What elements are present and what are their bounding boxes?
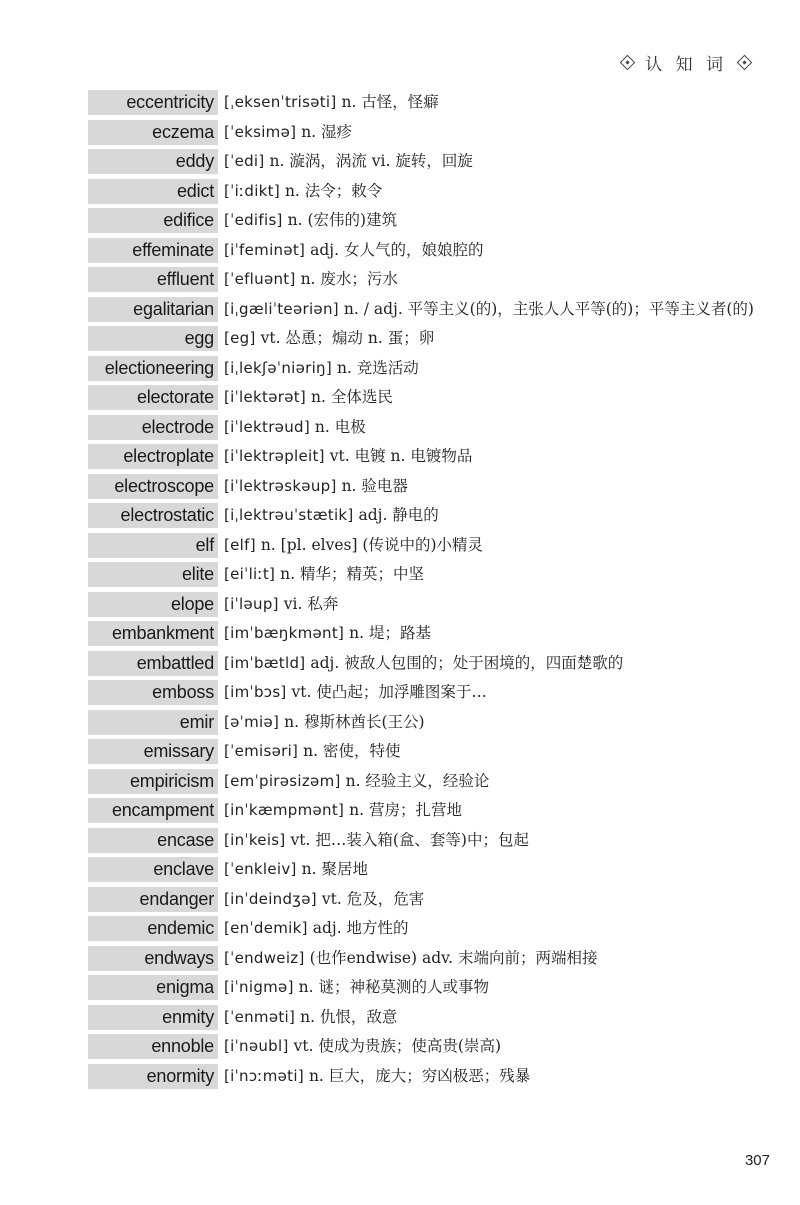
pronunciation: [elf] (224, 535, 256, 554)
headword: emissary (88, 739, 218, 764)
vocab-entry (88, 267, 758, 292)
meaning: n. 营房；扎营地 (349, 801, 462, 819)
meaning: n. 堤；路基 (349, 624, 431, 642)
headword: enmity (88, 1005, 218, 1030)
headword: endways (88, 946, 218, 971)
meaning: n. (宏伟的)建筑 (287, 211, 398, 229)
headword: ennoble (88, 1034, 218, 1059)
pronunciation: [iˈlektrəud] (224, 417, 310, 436)
headword: effluent (88, 267, 218, 292)
meaning: vt. 危及，危害 (321, 889, 425, 908)
headword: elope (88, 592, 218, 617)
headword: electrostatic (88, 503, 218, 528)
meaning: vt. 把…装入箱(盒、套等)中；包起 (290, 830, 529, 849)
vocab-entry (88, 120, 758, 145)
vocab-entry (88, 444, 758, 469)
meaning: vt. 电镀 n. 电镀物品 (329, 447, 473, 465)
headword: electroscope (88, 474, 218, 499)
meaning: n. 精华；精英；中坚 (280, 565, 424, 583)
meaning: vt. 使成为贵族；使高贵(崇高) (293, 1037, 502, 1055)
vocab-entry (88, 769, 758, 794)
headword: electioneering (88, 356, 218, 381)
pronunciation: [iˌlektrəuˈstætik] (224, 506, 354, 524)
entry-definition (218, 326, 758, 351)
meaning: adj. 被敌人包围的；处于困境的，四面楚歌的 (310, 653, 624, 672)
pronunciation: [iˈnəubl] (224, 1037, 289, 1055)
headword: effeminate (88, 238, 218, 263)
pronunciation: [iˌlekʃəˈniəriŋ] (224, 358, 333, 377)
meaning: n. 湿疹 (301, 122, 353, 141)
headword: empiricism (88, 769, 218, 794)
entry-definition (218, 179, 758, 204)
pronunciation: [iˈnɔːməti] (224, 1066, 304, 1085)
pronunciation: [inˈdeindʒə] (224, 889, 317, 908)
meaning: n. 竞选活动 (336, 358, 419, 377)
headword: elite (88, 562, 218, 587)
pronunciation: [eiˈliːt] (224, 565, 276, 583)
entry-definition (218, 798, 758, 823)
headword: electorate (88, 385, 218, 410)
meaning: n. 漩涡，涡流 vi. 旋转，回旋 (269, 152, 473, 170)
vocab-entry (88, 297, 758, 322)
headword: endemic (88, 916, 218, 941)
vocab-entry (88, 946, 758, 971)
meaning: n. / adj. 平等主义(的)，主张人人平等(的)；平等主义者(的) (343, 299, 754, 318)
entry-definition (218, 149, 758, 174)
meaning: n. 密使，特使 (303, 742, 401, 760)
meaning: n. 古怪，怪癖 (341, 93, 439, 111)
headword: encase (88, 828, 218, 853)
entry-definition (218, 592, 758, 617)
pronunciation: [ˈiːdikt] (224, 181, 281, 200)
entry-definition (218, 562, 758, 587)
vocab-entry (88, 503, 758, 528)
pronunciation: [iˈlektrəskəup] (224, 476, 337, 495)
pronunciation: [ˈefluənt] (224, 270, 296, 288)
vocab-entry (88, 592, 758, 617)
headword: elf (88, 533, 218, 558)
entry-definition (218, 385, 758, 410)
vocab-entry (88, 208, 758, 233)
pronunciation: [eg] (224, 329, 256, 347)
headword: enclave (88, 857, 218, 882)
entry-definition (218, 267, 758, 292)
entry-definition (218, 710, 758, 735)
chapter-title: 认 知 词 (645, 55, 727, 75)
pronunciation: [iˌgæliˈteəriən] (224, 299, 339, 318)
pronunciation: [iˈlektrəpleit] (224, 447, 325, 465)
diamond-icon (737, 55, 753, 71)
meaning: n. 验电器 (341, 476, 408, 495)
headword: enormity (88, 1064, 218, 1089)
entry-definition (218, 444, 758, 469)
vocab-entry (88, 621, 758, 646)
meaning: n. 废水；污水 (300, 270, 398, 288)
vocab-entry (88, 680, 758, 705)
vocab-entry (88, 562, 758, 587)
pronunciation: [ˈedifis] (224, 211, 283, 229)
entry-definition (218, 503, 758, 528)
meaning: adj. 地方性的 (312, 919, 409, 937)
headword: eccentricity (88, 90, 218, 115)
meaning: vt. 怂恿；煽动 n. 蛋；卵 (260, 329, 435, 347)
pronunciation: [enˈdemik] (224, 919, 308, 937)
vocab-entry (88, 651, 758, 676)
meaning: vi. 私奔 (283, 594, 339, 613)
vocab-entry (88, 1034, 758, 1059)
pronunciation: [imˈbæŋkmənt] (224, 624, 345, 642)
pronunciation: [ˈenkleiv] (224, 860, 297, 878)
entry-definition (218, 828, 758, 853)
meaning: n. 穆斯林酋长(王公) (284, 712, 425, 731)
headword: embattled (88, 651, 218, 676)
pronunciation: [iˈlektərət] (224, 388, 307, 406)
pronunciation: [ˈenməti] (224, 1007, 296, 1026)
headword: encampment (88, 798, 218, 823)
entry-definition (218, 739, 758, 764)
vocab-entry (88, 474, 758, 499)
vocab-entry (88, 739, 758, 764)
headword: enigma (88, 975, 218, 1000)
meaning: n. 谜；神秘莫测的人或事物 (298, 978, 490, 996)
meaning: adj. 静电的 (358, 506, 439, 524)
headword: emir (88, 710, 218, 735)
entry-definition (218, 946, 758, 971)
vocab-entry (88, 710, 758, 735)
vocab-entry (88, 179, 758, 204)
pronunciation: [ˈedi] (224, 152, 265, 170)
pronunciation: [əˈmiə] (224, 712, 280, 731)
vocab-entry (88, 90, 758, 115)
entry-definition (218, 857, 758, 882)
headword: electrode (88, 415, 218, 440)
headword: egg (88, 326, 218, 351)
vocab-entry (88, 415, 758, 440)
entry-definition (218, 621, 758, 646)
pronunciation: [inˈkeis] (224, 830, 286, 849)
meaning: n. 全体选民 (311, 388, 393, 406)
vocab-entry (88, 975, 758, 1000)
entry-definition (218, 120, 758, 145)
pronunciation: [iˈnigmə] (224, 978, 294, 996)
meaning: n. 仇恨，敌意 (300, 1007, 398, 1026)
entry-definition (218, 297, 758, 322)
meaning: n. 巨大，庞大；穷凶极恶；残暴 (308, 1066, 531, 1085)
headword: embankment (88, 621, 218, 646)
vocab-entry (88, 326, 758, 351)
vocab-entry (88, 916, 758, 941)
meaning: n. 聚居地 (301, 860, 368, 878)
entry-definition (218, 356, 758, 381)
headword: eczema (88, 120, 218, 145)
headword: edifice (88, 208, 218, 233)
vocabulary-list (88, 90, 758, 1093)
pronunciation: [iˈləup] (224, 594, 279, 613)
meaning: (也作endwise) adv. 末端向前；两端相接 (309, 948, 598, 967)
entry-definition (218, 1064, 758, 1089)
chapter-header (622, 50, 750, 75)
meaning: vt. 使凸起；加浮雕图案于… (291, 683, 487, 701)
entry-definition (218, 415, 758, 440)
vocab-entry (88, 533, 758, 558)
headword: electroplate (88, 444, 218, 469)
vocab-entry (88, 356, 758, 381)
headword: eddy (88, 149, 218, 174)
vocab-entry (88, 149, 758, 174)
vocab-entry (88, 798, 758, 823)
pronunciation: [emˈpirəsizəm] (224, 771, 341, 790)
headword: edict (88, 179, 218, 204)
vocab-entry (88, 887, 758, 912)
entry-definition (218, 90, 758, 115)
pronunciation: [inˈkæmpmənt] (224, 801, 345, 819)
entry-definition (218, 916, 758, 941)
pronunciation: [ˈeksimə] (224, 122, 297, 141)
pronunciation: [imˈbɔs] (224, 683, 287, 701)
pronunciation: [iˈfeminət] (224, 240, 306, 259)
vocab-entry (88, 1064, 758, 1089)
pronunciation: [ˈendweiz] (224, 948, 305, 967)
entry-definition (218, 533, 758, 558)
entry-definition (218, 238, 758, 263)
meaning: n. 法令；敕令 (284, 181, 383, 200)
meaning: n. [pl. elves] (传说中的)小精灵 (260, 535, 484, 554)
pronunciation: [ˌeksenˈtrisəti] (224, 93, 337, 111)
pronunciation: [imˈbætld] (224, 653, 306, 672)
meaning: n. 电极 (314, 417, 366, 436)
vocab-entry (88, 238, 758, 263)
vocab-entry (88, 385, 758, 410)
vocab-entry (88, 1005, 758, 1030)
diamond-icon (620, 55, 636, 71)
entry-definition (218, 887, 758, 912)
vocab-entry (88, 828, 758, 853)
entry-definition (218, 1005, 758, 1030)
entry-definition (218, 680, 758, 705)
vocab-entry (88, 857, 758, 882)
entry-definition (218, 975, 758, 1000)
entry-definition (218, 1034, 758, 1059)
meaning: adj. 女人气的，娘娘腔的 (310, 240, 484, 259)
headword: emboss (88, 680, 218, 705)
entry-definition (218, 474, 758, 499)
entry-definition (218, 651, 758, 676)
meaning: n. 经验主义，经验论 (345, 771, 490, 790)
entry-definition (218, 208, 758, 233)
page-number: 307 (744, 1152, 770, 1169)
entry-definition (218, 769, 758, 794)
headword: endanger (88, 887, 218, 912)
pronunciation: [ˈemisəri] (224, 742, 299, 760)
headword: egalitarian (88, 297, 218, 322)
